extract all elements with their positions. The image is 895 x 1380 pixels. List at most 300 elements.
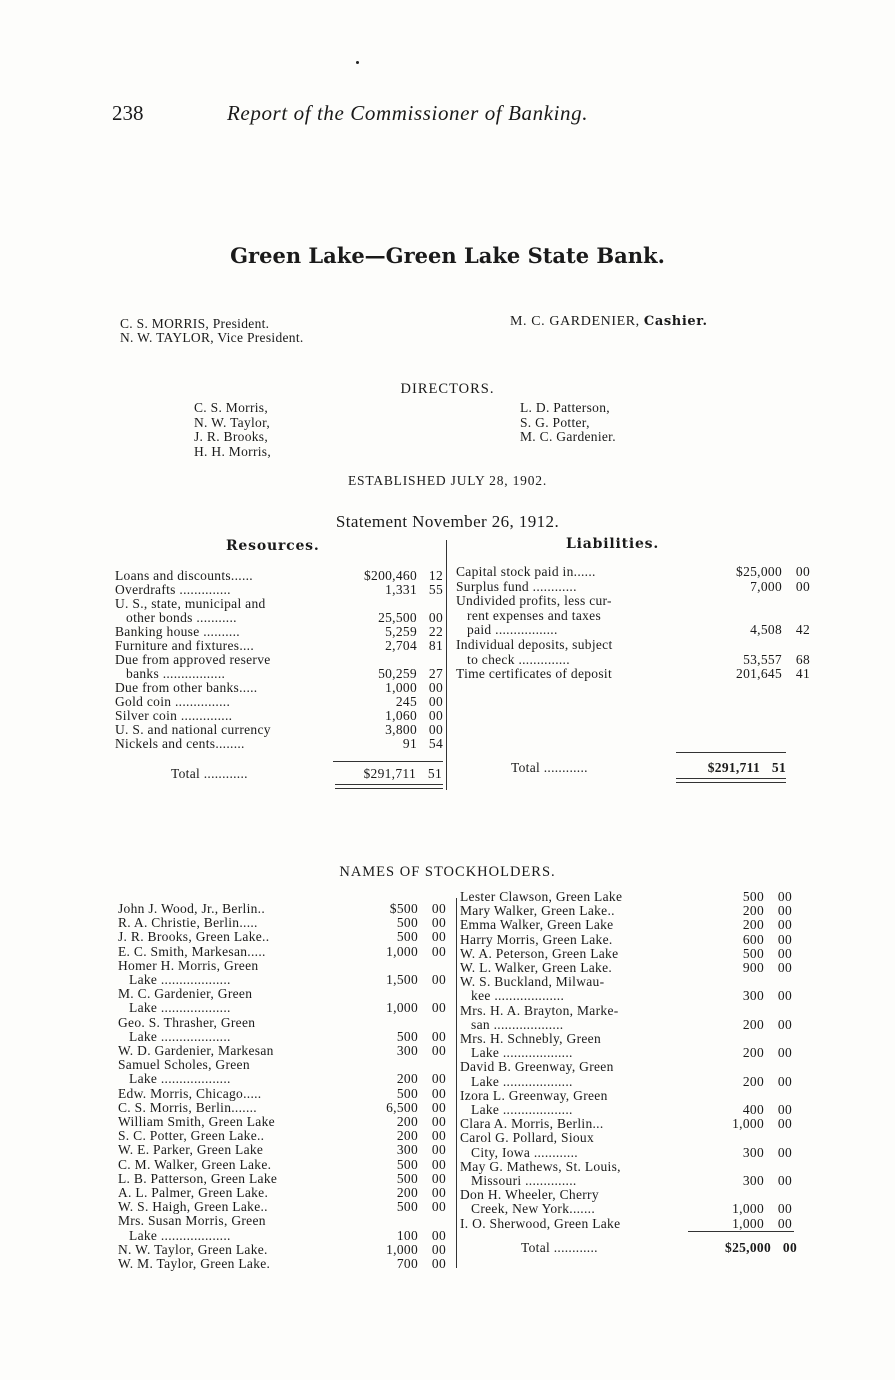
row-label: Time certificates of deposit [456,667,612,682]
table-row [456,623,810,637]
row-label: Lake ................... [460,1046,573,1061]
table-row [118,1030,446,1044]
row-cents: 27 [428,666,443,681]
established-date: ESTABLISHED JULY 28, 1902. [348,473,547,488]
row-cents: 00 [431,1256,446,1271]
row-label: Lester Clawson, Green Lake [460,890,623,904]
row-cents: 00 [431,1170,446,1186]
row-label: U. S., state, municipal and [115,597,266,611]
row-cents: 00 [431,915,446,931]
row-label: L. B. Patterson, Green Lake [118,1171,278,1186]
stockholders-total-row [521,1241,797,1255]
row-cents: 41 [795,666,810,682]
resources-total-double-rule [335,784,443,789]
row-cents: 00 [431,1128,446,1144]
table-row [118,1016,446,1030]
row-label: Gold coin ............... [115,695,231,709]
director: L. D. Patterson, [520,400,610,415]
row-label: Samuel Scholes, Green [118,1058,250,1073]
row-dollars: 1,331 [385,582,417,597]
row-dollars [694,975,764,989]
cashier-name: M. C. GARDENIER, [510,314,640,329]
table-row [118,1257,446,1271]
table-row [456,638,810,652]
row-dollars [350,987,418,1001]
table-row [118,1186,446,1200]
total-cents: 00 [782,1240,797,1255]
row-cents: 00 [777,903,792,919]
row-cents [764,975,792,989]
row-dollars: 53,557 [743,651,782,667]
statement-date: Statement November 26, 1912. [335,512,560,531]
row-label: Homer H. Morris, Green [118,958,259,973]
row-cents [418,1016,446,1030]
row-dollars [350,1016,418,1030]
row-label: David B. Greenway, Green [460,1060,614,1075]
running-head: Report of the Commissioner of Banking. [227,101,589,125]
row-label: Silver coin .............. [115,709,233,723]
row-dollars: 1,000 [385,680,417,695]
row-cents: 00 [795,564,810,579]
row-dollars [337,597,417,611]
table-row [460,1089,792,1103]
row-dollars: 300 [742,1173,764,1188]
table-row [115,695,443,709]
table-row [460,918,792,932]
table-row [460,933,792,947]
table-row [115,611,443,625]
row-cents: 00 [777,1102,792,1117]
row-dollars: $25,000 [736,564,782,579]
table-row [115,583,443,597]
table-row [115,681,443,695]
table-row [460,1160,792,1174]
table-row [456,580,810,594]
row-label: other bonds ........... [115,611,237,625]
row-label: W. S. Buckland, Milwau- [460,975,605,990]
row-cents [417,653,443,667]
row-label: Missouri .............. [460,1174,577,1188]
row-cents: 00 [431,1043,446,1058]
row-cents: 00 [431,1071,446,1087]
row-cents: 00 [428,708,443,723]
table-row [115,667,443,681]
table-row [460,1174,792,1188]
row-dollars [694,1032,764,1046]
row-cents: 00 [428,694,443,709]
row-dollars: 1,000 [386,1000,418,1016]
table-row [118,1214,446,1228]
row-cents: 12 [428,568,443,583]
row-cents [764,1089,792,1103]
table-row [118,930,446,944]
row-dollars [686,594,782,608]
table-row [118,1044,446,1058]
row-cents: 00 [777,1016,792,1032]
row-label: S. C. Potter, Green Lake.. [118,1129,265,1144]
row-dollars: 6,500 [386,1099,418,1115]
row-label: W. M. Taylor, Green Lake. [118,1257,271,1271]
row-dollars: $500 [389,901,418,916]
row-cents [417,597,443,611]
row-label: W. A. Peterson, Green Lake [460,946,619,961]
row-dollars: 500 [396,1028,418,1044]
total-cents: 51 [427,766,442,781]
row-cents: 00 [777,945,792,961]
table-row [460,1117,792,1131]
row-label: A. L. Palmer, Green Lake. [118,1186,269,1200]
row-label: Due from approved reserve [115,653,271,667]
row-cents [764,1004,792,1018]
row-dollars: $200,460 [363,568,417,583]
row-dollars: 200 [742,903,764,919]
row-dollars: 2,704 [385,638,417,653]
table-row [460,890,792,904]
table-row [456,653,810,667]
row-label: W. E. Parker, Green Lake [118,1143,264,1158]
row-dollars: 500 [396,1199,418,1215]
table-row [460,1217,792,1231]
resources-total-row [171,767,442,781]
row-cents: 00 [431,1085,446,1101]
row-label: rent expenses and taxes [456,608,602,623]
row-dollars: 91 [402,736,417,751]
row-dollars: 500 [742,889,764,904]
table-row [460,1103,792,1117]
row-label: W. D. Gardenier, Markesan [118,1044,274,1058]
liabilities-total-rule [676,752,786,753]
table-row [118,1072,446,1086]
row-cents: 00 [431,1114,446,1129]
row-dollars: 200 [396,1185,418,1200]
table-row [118,973,446,987]
row-cents: 00 [777,1045,792,1061]
row-label: Edw. Morris, Chicago..... [118,1086,262,1101]
table-row [456,667,810,681]
row-dollars [350,1214,418,1228]
row-cents: 42 [795,622,810,638]
row-dollars [337,653,417,667]
row-label: C. S. Morris, Berlin....... [118,1100,257,1115]
row-cents: 00 [431,1000,446,1016]
table-row [118,1087,446,1101]
row-label: Lake ................... [118,973,231,987]
row-cents [764,1060,792,1074]
row-cents [782,638,810,652]
page-number: 238 [112,101,144,125]
row-cents [418,1214,446,1228]
row-label: san ................... [460,1017,564,1032]
row-dollars: 600 [742,931,764,947]
row-dollars: 1,000 [386,1241,418,1257]
table-row [118,945,446,959]
table-row [115,639,443,653]
row-dollars: 100 [396,1227,418,1243]
table-row [118,1200,446,1214]
row-dollars: 5,259 [385,624,417,639]
row-dollars: 4,508 [750,622,782,638]
table-row [118,1143,446,1157]
row-cents: 54 [428,736,443,751]
vice-president: N. W. TAYLOR, Vice President. [120,330,304,345]
row-label: Due from other banks..... [115,681,258,695]
stockholders-total-rule [688,1231,794,1232]
row-cents: 81 [428,638,443,653]
row-cents: 00 [777,1116,792,1132]
row-dollars: 200 [742,1016,764,1032]
row-dollars: 200 [742,1045,764,1061]
row-dollars: 200 [742,917,764,933]
row-label: W. L. Walker, Green Lake. [460,961,613,975]
row-label: to check .............. [456,652,570,667]
row-cents: 00 [777,1073,792,1089]
row-dollars [694,1160,764,1174]
total-label: Total ............ [511,761,588,775]
row-dollars: 200 [742,1073,764,1089]
resources-total-rule [333,761,443,762]
row-cents: 00 [777,988,792,1004]
row-cents: 00 [431,1185,446,1200]
director: N. W. Taylor, [194,414,271,430]
row-label: Surplus fund ............ [456,579,577,594]
row-label: Izora L. Greenway, Green [460,1088,608,1103]
table-row [118,1058,446,1072]
row-cents: 00 [431,1028,446,1044]
table-row [118,1243,446,1257]
row-label: John J. Wood, Jr., Berlin.. [118,902,266,916]
table-row [115,709,443,723]
row-cents: 00 [777,1173,792,1188]
row-label: Geo. S. Thrasher, Green [118,1015,256,1030]
row-dollars [694,1004,764,1018]
row-dollars: 1,000 [732,1215,764,1231]
row-label: Lake ................... [460,1074,573,1089]
total-label: Total ............ [171,767,248,781]
row-cents: 22 [428,624,443,639]
row-cents [764,1032,792,1046]
table-row [460,1060,792,1074]
table-row [460,947,792,961]
row-dollars: 1,060 [385,708,417,723]
row-label: Mrs. H. A. Brayton, Marke- [460,1003,619,1018]
row-dollars: 25,500 [378,610,417,625]
row-label: Creek, New York....... [460,1202,595,1217]
row-cents: 00 [431,1099,446,1115]
row-label: W. S. Haigh, Green Lake.. [118,1200,268,1215]
row-cents: 00 [777,960,792,975]
row-cents: 00 [431,943,446,959]
row-dollars [350,1058,418,1072]
row-label: Lake ................... [118,1029,231,1044]
row-cents: 00 [777,917,792,933]
total-amount: $25,000 [725,1240,771,1255]
row-label: Nickels and cents........ [115,737,245,751]
row-dollars [686,609,782,623]
row-dollars: 245 [395,694,417,709]
liabilities-heading: Liabilities. [566,536,660,552]
row-label: Lake ................... [118,1072,231,1087]
row-dollars: 500 [742,945,764,961]
row-label: E. C. Smith, Markesan..... [118,944,266,959]
row-cents [782,609,810,623]
row-cents: 00 [431,1156,446,1172]
table-row [460,1018,792,1032]
table-row [118,1172,446,1186]
table-row [456,609,810,623]
row-label: Overdrafts .............. [115,583,231,597]
table-row [118,916,446,930]
row-dollars [694,1060,764,1074]
row-dollars: 300 [396,1043,418,1058]
row-label: Lake ................... [118,1001,231,1016]
table-row [460,1046,792,1060]
row-cents [764,1131,792,1145]
table-row [456,565,810,579]
row-label: C. M. Walker, Green Lake. [118,1157,272,1172]
row-label: Harry Morris, Green Lake. [460,932,613,947]
resources-heading: Resources. [226,538,320,554]
table-row [460,1202,792,1216]
row-label: Capital stock paid in...... [456,565,596,579]
row-dollars: 201,645 [736,666,782,682]
row-dollars: 3,800 [385,722,417,737]
table-row [460,904,792,918]
table-row [460,989,792,1003]
table-row [118,1129,446,1143]
row-label: Furniture and fixtures.... [115,639,255,653]
row-label: Banking house .......... [115,625,240,639]
directors-left [194,401,271,459]
table-row [118,902,446,916]
row-cents [782,594,810,608]
row-dollars: 500 [396,1085,418,1101]
row-label: R. A. Christie, Berlin..... [118,916,258,931]
row-cents: 00 [431,1227,446,1243]
row-label: Emma Walker, Green Lake [460,918,614,933]
row-label: William Smith, Green Lake [118,1115,275,1129]
table-row [115,737,443,751]
president: C. S. MORRIS, President. [120,316,270,331]
table-row [456,594,810,608]
table-row [460,1075,792,1089]
row-dollars: 1,000 [386,943,418,959]
row-label: Loans and discounts...... [115,569,253,583]
row-dollars [694,1131,764,1145]
row-label: Mary Walker, Green Lake.. [460,904,615,919]
total-label: Total ............ [521,1241,598,1255]
row-cents: 00 [777,1201,792,1217]
row-cents [764,1160,792,1174]
row-dollars: 1,500 [386,972,418,987]
row-dollars: 400 [742,1102,764,1117]
row-label: City, Iowa ............ [460,1145,578,1160]
row-dollars: 500 [396,929,418,945]
row-label: N. W. Taylor, Green Lake. [118,1242,268,1257]
row-dollars: 500 [396,915,418,931]
row-cents: 00 [431,1199,446,1215]
row-label: Lake ................... [118,1228,231,1243]
table-row [460,1131,792,1145]
director: M. C. Gardenier. [520,429,616,444]
row-label: Undivided profits, less cur- [456,594,612,609]
total-cents: 51 [771,760,786,775]
table-row [460,1004,792,1018]
row-dollars: 900 [742,960,764,975]
cashier [510,314,708,330]
row-dollars: 7,000 [750,578,782,594]
row-label: May G. Mathews, St. Louis, [460,1159,621,1174]
row-dollars: 200 [396,1114,418,1129]
table-row [115,569,443,583]
bank-title: Green Lake—Green Lake State Bank. [230,243,665,268]
table-row [118,1001,446,1015]
row-cents: 68 [795,651,810,667]
director: C. S. Morris, [194,400,269,415]
row-cents: 00 [431,929,446,945]
row-dollars: 200 [396,1128,418,1144]
statement-divider [446,540,447,790]
stockholders-divider [456,898,457,1268]
row-label: Lake ................... [460,1103,573,1117]
row-dollars: 50,259 [378,666,417,681]
table-row [460,1146,792,1160]
row-label: paid ................. [456,623,558,638]
row-label: I. O. Sherwood, Green Lake [460,1216,621,1231]
row-cents: 00 [428,722,443,737]
table-row [460,1032,792,1046]
row-cents: 00 [431,972,446,987]
table-row [118,1101,446,1115]
row-label: M. C. Gardenier, Green [118,987,253,1002]
row-dollars [350,959,418,973]
table-row [115,723,443,737]
director: S. G. Potter, [520,414,590,430]
row-label: Mrs. H. Schnebly, Green [460,1032,601,1046]
row-dollars [686,638,782,652]
row-label: banks ................. [115,667,226,681]
director: J. R. Brooks, [194,429,269,444]
table-row [115,597,443,611]
row-dollars [694,1188,764,1202]
row-dollars [694,1089,764,1103]
director: H. H. Morris, [194,443,272,459]
row-cents: 00 [428,680,443,695]
stockholders-heading: NAMES OF STOCKHOLDERS. [339,864,556,880]
row-cents: 00 [428,610,443,625]
row-label: Individual deposits, subject [456,638,613,652]
row-cents [418,959,446,973]
table-row [460,1188,792,1202]
directors-right [520,401,616,445]
table-row [118,959,446,973]
row-cents [764,1188,792,1202]
row-dollars: 1,000 [732,1116,764,1132]
row-cents: 55 [428,582,443,597]
row-dollars: 300 [396,1142,418,1158]
row-dollars: 300 [742,1144,764,1160]
row-cents: 00 [431,1241,446,1257]
table-row [460,961,792,975]
row-cents [418,987,446,1001]
row-cents: 00 [795,578,810,594]
liabilities-total-double-rule [676,778,786,783]
row-dollars: 500 [396,1170,418,1186]
row-cents: 00 [777,1144,792,1160]
row-label: Clara A. Morris, Berlin... [460,1117,604,1132]
row-label: Carol G. Pollard, Sioux [460,1131,595,1146]
row-cents: 00 [777,889,792,904]
directors-heading: DIRECTORS. [400,381,495,397]
